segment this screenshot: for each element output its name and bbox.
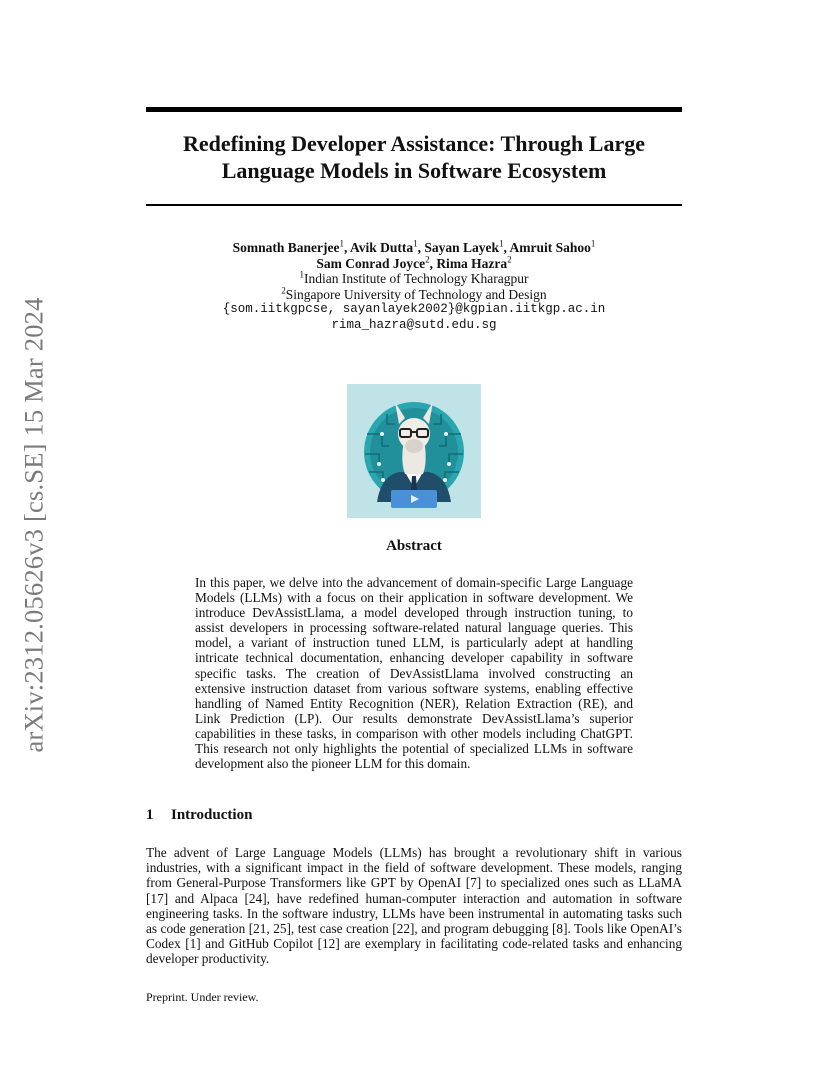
paper-title <box>146 130 682 184</box>
author-affiliation-mark: 2 <box>425 254 430 264</box>
preprint-footer: Preprint. Under review. <box>146 990 259 1004</box>
affiliation-name: Singapore University of Technology and Design <box>285 286 547 302</box>
arxiv-stamp <box>4 290 64 760</box>
arxiv-stamp-text: arXiv:2312.05626v3 [cs.SE] 15 Mar 2024 <box>18 297 49 753</box>
affiliation-2 <box>146 287 682 303</box>
author-name: Avik Dutta <box>349 240 414 255</box>
section-title: Introduction <box>171 807 253 823</box>
abstract-heading: Abstract <box>386 538 442 554</box>
section-number: 1 <box>146 807 154 823</box>
author-name: Somnath Banerjee <box>232 240 340 255</box>
author-affiliation-mark: 1 <box>339 238 344 249</box>
affiliation-name: Indian Institute of Technology Kharagpur <box>304 271 529 286</box>
abstract-text: In this paper, we delve into the advancement of domain-specific Large Language Models (LLMs) with a focus on their application in software development. We introduce DevAssistLlama, a model developed through instruction tuning, to assist developers in processing software-related natural language queries. This model, a variant of instruction tuned LLM, is particularly adept at handling intricate technical documentation, enhancing developer capability in software specific tasks. The creation of DevAssistLlama involved constructing an extensive instruction dataset from various software systems, enabling effective handling of Named Entity Recognition (NER), Relation Extraction (RE), and Link Prediction (LP). Our results demonstrate DevAssistLlama’s superior capabilities in these tasks, in comparison with other models including ChatGPT. This research not only highlights the potential of specialized LLMs in software development also the pioneer LLM for this domain. <box>195 575 633 772</box>
title-bottom-rule <box>146 204 682 206</box>
affiliation-number: 2 <box>281 285 286 295</box>
email-line-1: {som.iitkgpcse, sayanlayek2002}@kgpian.iitkgp.ac.in <box>222 302 606 316</box>
paper-title-line-2: Language Models in Software Ecosystem <box>221 158 607 183</box>
affiliation-number: 1 <box>299 269 304 280</box>
email-line-2: rima_hazra@sutd.edu.sg <box>331 317 497 332</box>
author-line-2: Sam Conrad Joyce$^2$, Rima Hazra$^2$ <box>316 254 512 271</box>
author-affiliation-mark: 1 <box>413 238 418 249</box>
author-name: Rima Hazra <box>436 255 508 271</box>
author-name: Sam Conrad Joyce <box>316 255 426 271</box>
author-affiliation-mark: 1 <box>499 238 504 249</box>
paper-title-line-1: Redefining Developer Assistance: Through Large <box>182 131 645 156</box>
author-name: Sayan Layek <box>424 240 500 255</box>
author-affiliation-mark: 1 <box>590 238 596 249</box>
author-line-1: Somnath Banerjee$^1$, Avik Dutta$^1$, Sayan Layek$^1$, Amruit Sahoo$^1$ <box>232 238 596 255</box>
introduction-text: The advent of Large Language Models (LLMs) has brought a revolutionary shift in various industries, with a significant impact in the field of software development. These models, ranging from General-Purpose Transformers like GPT by OpenAI [7] to specialized ones such as LLaMA [17] and Alpaca [24], have redefined human-computer interaction and automation in software engineering tasks. In the software industry, LLMs have been instrumental in automating tasks such as code generation [21, 25], test case creation [22], and program debugging [8]. Tools like OpenAI’s Codex [1] and GitHub Copilot [12] are exemplary in facilitating code-related tasks and enhancing developer productivity. <box>146 845 682 967</box>
title-top-rule <box>146 107 682 112</box>
affiliation-1 <box>146 271 682 287</box>
section-heading <box>146 806 252 824</box>
author-affiliation-mark: 2 <box>507 254 512 264</box>
llama-developer-logo <box>347 384 481 518</box>
author-block <box>146 240 682 333</box>
author-name: Amruit Sahoo <box>509 240 591 255</box>
